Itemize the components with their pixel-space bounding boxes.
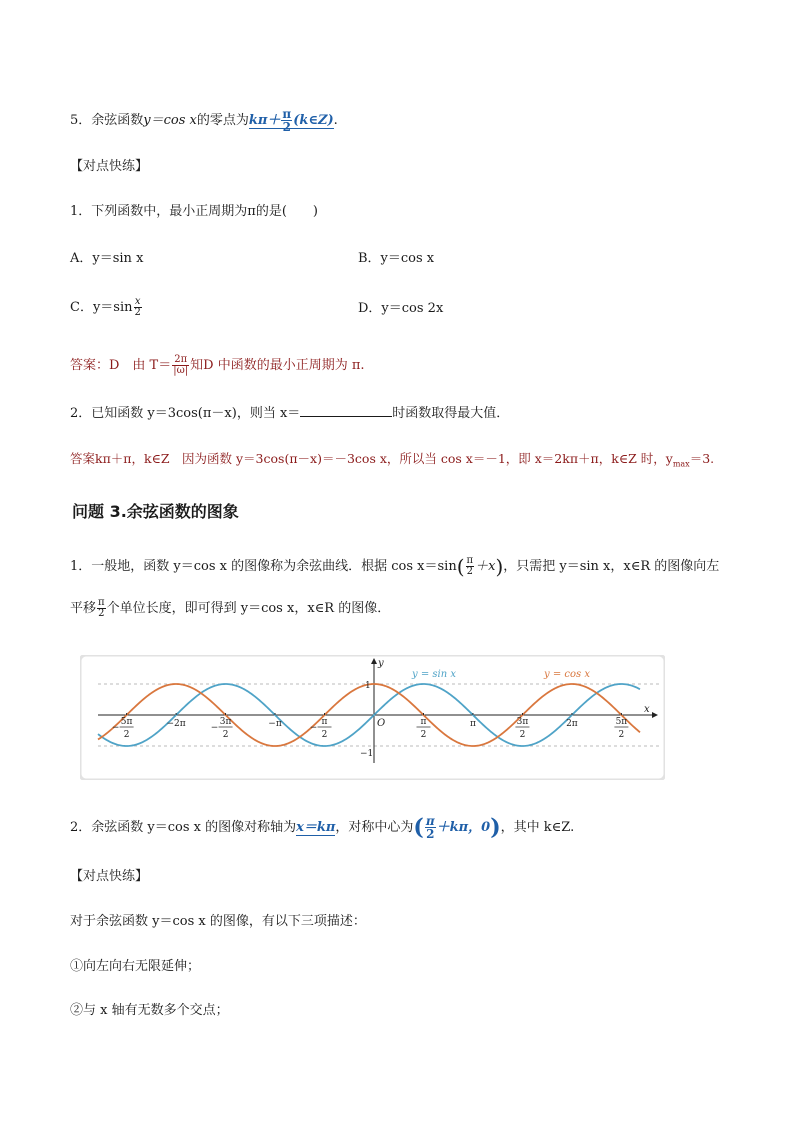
answer-2: 答案kπ＋π，k∈Z 因为函数 y＝3cos(π－x)＝－3cos x，所以当 cos x＝－1，即 x＝2kπ＋π，k∈Z 时，$y_{max}=3$.: [70, 451, 715, 469]
x-tick-denominator: 2: [618, 730, 625, 740]
question-1-stem: 1．下列函数中，最小正周期为π的是( ): [70, 204, 318, 219]
x-tick-minus: −: [309, 723, 318, 733]
y-neg-one-label: −1: [360, 749, 374, 759]
desc-2: ②与 x 轴有无数多个交点；: [70, 1003, 229, 1018]
y-axis-label: y: [378, 658, 384, 669]
x-tick-numerator: 3π: [219, 717, 232, 727]
x-tick-numerator: 5π: [120, 717, 133, 727]
sin-curve-label: y = sin x: [412, 669, 456, 680]
x-tick-denominator: 2: [519, 730, 526, 740]
origin-label: O: [377, 718, 386, 729]
x-tick-minus: −: [210, 723, 219, 733]
x-tick-numerator: 5π: [615, 717, 628, 727]
x-tick-label: −π: [268, 719, 282, 729]
para-1-line-1: 1．一般地，函数 y＝cos x 的图像称为余弦曲线．根据 cos x＝sin( $\frac{\pi}{2}$ ＋x)，只需把 y＝sin x，x∈R 的图像向左: [70, 554, 720, 579]
section-heading-3: 问题 3.余弦函数的图象: [72, 502, 239, 521]
x-tick-numerator: π: [420, 717, 427, 727]
x-tick-denominator: 2: [123, 730, 130, 740]
answer-1: 答案：D 由 T＝ $\frac{2\pi}{|\omega|}$ 知D 中函数的最小正周期为 π.: [70, 354, 365, 376]
desc-1: ①向左向右无限延伸；: [70, 959, 201, 974]
x-tick-denominator: 2: [222, 730, 229, 740]
option-d: D．y＝cos 2x: [358, 301, 444, 316]
symmetry-axis-answer: x＝kπ: [296, 820, 336, 835]
option-c: C．y＝sin $\frac{x}{2}$: [70, 296, 141, 318]
x-tick-label: 2π: [566, 719, 578, 729]
y-one-label: 1: [365, 681, 371, 691]
cos-curve-label: y = cos x: [544, 669, 590, 680]
para-1-line-2: 平移 $\frac{\pi}{2}$ 个单位长度，即可得到 y＝cos x，x∈R 的图像．: [70, 597, 391, 619]
para-3: 对于余弦函数 y＝cos x 的图像，有以下三项描述：: [70, 914, 366, 929]
option-a: A．y＝sin x: [70, 251, 144, 266]
sin-cos-graph: [80, 655, 665, 780]
x-tick-numerator: 3π: [516, 717, 529, 727]
graph-svg: [80, 655, 665, 780]
x-tick-denominator: 2: [321, 730, 328, 740]
option-b: B．y＝cos x: [358, 251, 435, 266]
answer-blank[interactable]: [300, 404, 392, 417]
item-5: 5．余弦函数y＝cos x的零点为kπ＋ $\frac{\pi}{2}$ (k∈Z).: [70, 107, 338, 134]
symmetry-center-answer: ( $\frac{\pi}{2}$ ＋kπ，0): [413, 814, 501, 841]
question-2-stem: 2．已知函数 y＝3cos(π－x)，则当 x＝ 时函数取得最大值．: [70, 406, 510, 421]
x-tick-label: π: [469, 719, 476, 729]
x-tick-minus: −: [111, 723, 120, 733]
x-tick-numerator: π: [321, 717, 328, 727]
x-tick-denominator: 2: [420, 730, 427, 740]
zero-answer: kπ＋ $\frac{\pi}{2}$ (k∈Z): [248, 107, 334, 134]
practice-title-1: 【对点快练】: [70, 159, 149, 174]
x-tick-label: −2π: [166, 719, 186, 729]
practice-title-2: 【对点快练】: [70, 869, 149, 884]
x-axis-label: x: [644, 704, 650, 715]
para-2: 2．余弦函数 y＝cos x 的图像对称轴为x＝kπ，对称中心为( $\frac{\pi}{2}$ ＋kπ，0)，其中 k∈Z.: [70, 814, 575, 841]
